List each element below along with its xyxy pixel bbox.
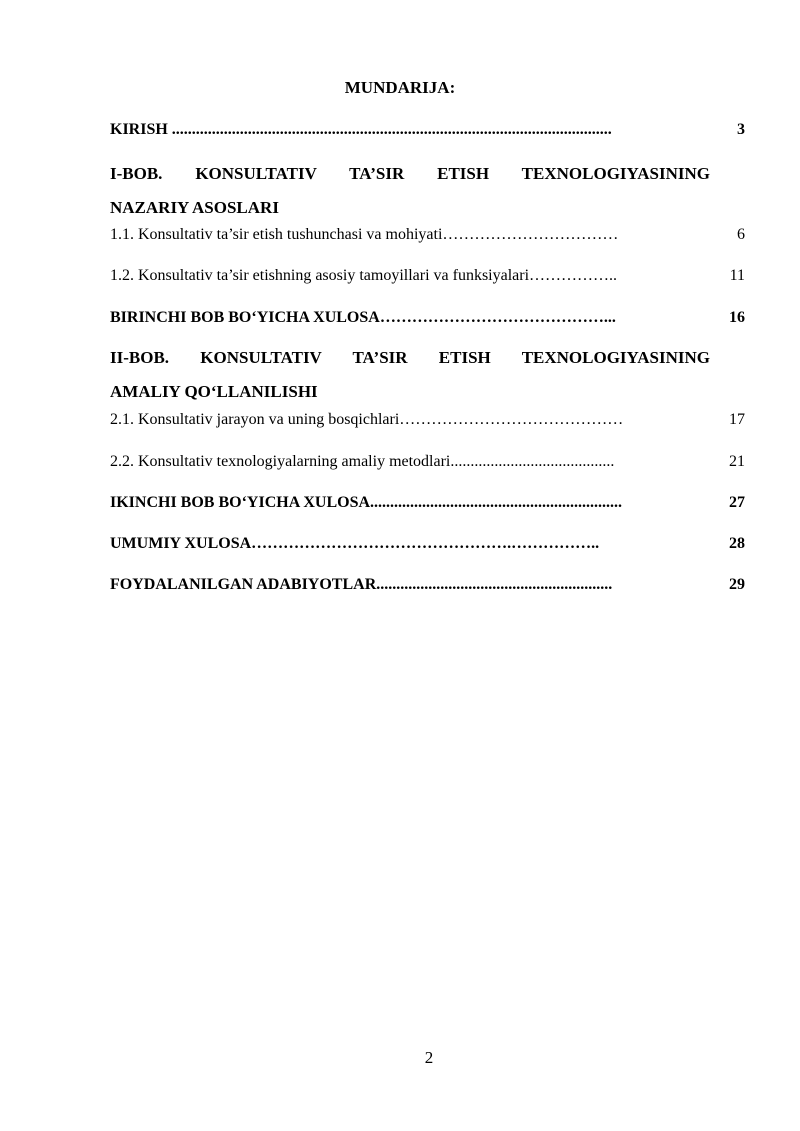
toc-entry-label: 1.1. Konsultativ ta’sir etish tushunchasi va mohiyati…………………………… <box>110 226 619 243</box>
chapter-heading-line: NAZARIY ASOSLARI <box>110 198 279 217</box>
toc-entry-2-2[interactable] <box>110 453 745 471</box>
toc-entry-page: 29 <box>729 576 745 593</box>
toc-entry-references[interactable] <box>110 576 745 594</box>
toc-entry-label: KIRISH .............................................................................................................. <box>110 121 612 138</box>
toc-entry-label: 2.2. Konsultativ texnologiyalarning amaliy metodlari......................................... <box>110 453 615 470</box>
chapter-heading-line: AMALIY QO‘LLANILISHI <box>110 382 318 401</box>
toc-entry-page: 16 <box>729 309 745 326</box>
toc-chapter-1-heading[interactable] <box>110 157 710 225</box>
chapter-heading-line: II-BOB. KONSULTATIV TA’SIR ETISH TEXNOLOGIYASINING <box>110 348 710 367</box>
toc-entry-page: 21 <box>729 453 745 470</box>
toc-entry-page: 28 <box>729 535 745 552</box>
toc-entry-label: BIRINCHI BOB BO‘YICHA XULOSA……………………………………... <box>110 309 616 326</box>
toc-entry-label: 1.2. Konsultativ ta’sir etishning asosiy tamoyillari va funksiyalari…………….. <box>110 267 618 284</box>
toc-entry-page: 11 <box>729 267 745 284</box>
toc-entry-2-1[interactable] <box>110 411 745 429</box>
toc-chapter-2-heading[interactable] <box>110 341 710 409</box>
toc-entry-general-conclusion[interactable] <box>110 535 745 553</box>
toc-entry-1-2[interactable] <box>110 267 745 285</box>
toc-entry-kirish[interactable] <box>110 121 745 139</box>
chapter-heading-line: I-BOB. KONSULTATIV TA’SIR ETISH TEXNOLOGIYASINING <box>110 164 710 183</box>
toc-entry-label: FOYDALANILGAN ADABIYOTLAR........................................................... <box>110 576 613 593</box>
toc-entry-page: 6 <box>737 226 745 243</box>
toc-entry-chapter-2-conclusion[interactable] <box>110 494 745 512</box>
toc-entry-page: 17 <box>729 411 745 428</box>
toc-entry-label: 2.1. Konsultativ jarayon va uning bosqichlari…………………………………… <box>110 411 624 428</box>
toc-entry-label: IKINCHI BOB BO‘YICHA XULOSA............................................................... <box>110 494 623 511</box>
toc-entry-page: 27 <box>729 494 745 511</box>
toc-title: MUNDARIJA: <box>344 78 456 97</box>
toc-entry-1-1[interactable] <box>110 226 745 244</box>
page-number: 2 <box>424 1048 434 1067</box>
toc-entry-label: UMUMIY XULOSA………………………………………….…………….. <box>110 535 600 552</box>
toc-entry-chapter-1-conclusion[interactable] <box>110 309 745 327</box>
toc-entry-page: 3 <box>737 121 745 138</box>
